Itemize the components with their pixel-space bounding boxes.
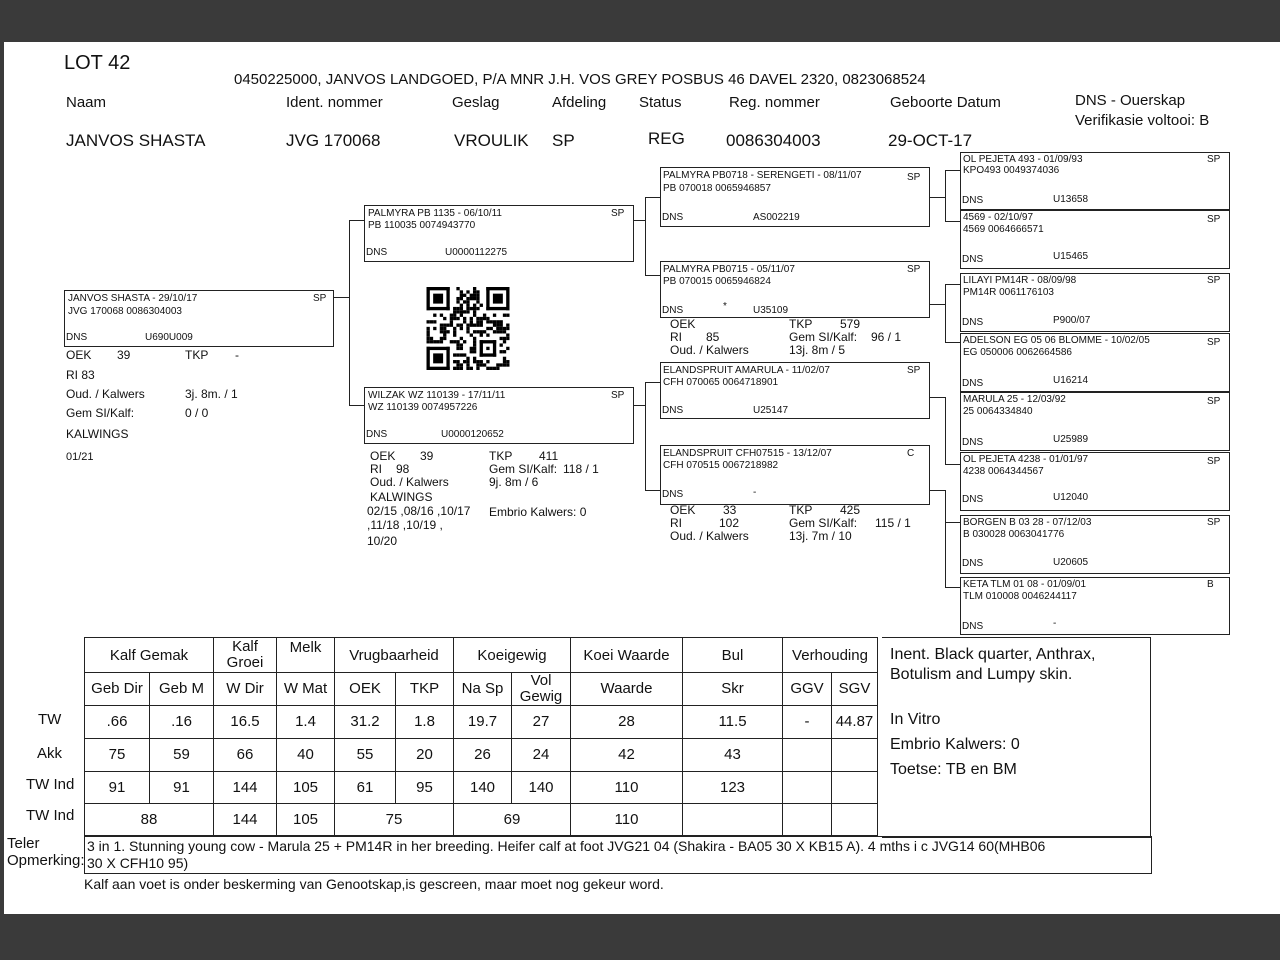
pedigree-box (660, 362, 930, 419)
dam-gem-label: Gem SI/Kalf: (489, 462, 558, 476)
pedigree-dns: DNS (962, 254, 984, 265)
pedigree-ids: EG 050006 0062664586 (963, 347, 1072, 358)
pedigree-dns-code: U12040 (1053, 492, 1089, 503)
gp-ri-label: RI (670, 516, 682, 530)
breeder-remark-label: Opmerking: (7, 852, 85, 869)
pedigree-ids: 4238 0064344567 (963, 466, 1044, 477)
gp-age: 13j. 7m / 10 (789, 529, 852, 543)
tests-note: Toetse: TB en BM (890, 761, 1017, 778)
dam-calving-dates: ,11/18 ,10/19 , (367, 518, 443, 532)
subject-oek-label: OEK (66, 348, 92, 362)
pedigree-dns: DNS (962, 378, 984, 389)
table-row-tw-ind-group (85, 803, 878, 835)
table-cell: 44.87 (832, 705, 878, 738)
dam-tkp-label: TKP (489, 449, 513, 463)
table-cell: - (783, 705, 832, 738)
pedigree-dns-code: U25989 (1053, 434, 1089, 445)
dam-age: 9j. 8m / 6 (489, 475, 539, 489)
pedigree-title: ELANDSPRUIT AMARULA - 11/02/07 (663, 365, 830, 376)
subject-dns-code: U690U009 (145, 332, 193, 343)
subject-age-label: Oud. / Kalwers (66, 387, 145, 401)
pedigree-section: SP (1207, 275, 1221, 286)
group-header: Melk (277, 638, 335, 673)
pedigree-line (645, 382, 660, 383)
gp-tkp: 425 (840, 503, 861, 517)
pedigree-line (945, 522, 960, 523)
pedigree-dns: DNS (962, 317, 984, 328)
pedigree-dns: DNS (662, 305, 684, 316)
gp-ri: 102 (719, 516, 740, 530)
dam-oek: 39 (420, 449, 434, 463)
breeder-details: 0450225000, JANVOS LANDGOED, P/A MNR J.H. VOS GREY POSBUS 46 DAVEL 2320, 0823068524 (234, 71, 926, 88)
table-cell: 140 (512, 771, 571, 803)
subject-title: JANVOS SHASTA - 29/10/17 (68, 293, 198, 304)
breeder-remark: 30 X CFH10 95) (87, 855, 189, 871)
sire-box (364, 205, 634, 262)
table-cell: 69 (454, 803, 571, 835)
pedigree-title: LILAYI PM14R - 08/09/98 (963, 275, 1077, 286)
table-cell: 24 (512, 738, 571, 771)
sub-header: TKP (396, 673, 454, 706)
table-cell (783, 771, 832, 803)
pedigree-box (960, 515, 1230, 574)
col-ident: Ident. nommer (286, 94, 383, 111)
table-cell: 61 (335, 771, 396, 803)
table-cell: 144 (214, 771, 277, 803)
pedigree-section: SP (1207, 396, 1221, 407)
gp-gem-label: Gem SI/Kalf: (789, 516, 858, 530)
pedigree-line (645, 197, 646, 275)
pedigree-ids: PB 070015 0065946824 (663, 276, 771, 287)
subject-calving-dates: 01/21 (66, 451, 94, 463)
pedigree-dns-code: U15465 (1053, 251, 1089, 262)
dam-calving-dates: 10/20 (367, 534, 398, 548)
dam-age-label: Oud. / Kalwers (370, 475, 449, 489)
pedigree-box (960, 273, 1230, 332)
sub-header: Geb Dir (85, 673, 150, 706)
subject-dns: DNS (66, 332, 88, 343)
lot-number: LOT 42 (64, 52, 131, 74)
pedigree-dns-code: U35109 (753, 305, 789, 316)
col-status: Status (639, 94, 682, 111)
subject-ri: RI 83 (66, 368, 95, 382)
table-cell (832, 803, 878, 835)
table-cell: 1.8 (396, 705, 454, 738)
pedigree-title: OL PEJETA 493 - 01/09/93 (963, 154, 1083, 165)
pedigree-title: PALMYRA PB0718 - SERENGETI - 08/11/07 (663, 170, 862, 181)
table-cell (832, 738, 878, 771)
table-cell: 123 (683, 771, 783, 803)
gp-age-label: Oud. / Kalwers (670, 529, 749, 543)
gp-ri-label: RI (670, 330, 682, 344)
subject-section: SP (313, 293, 327, 304)
pedigree-line (945, 284, 960, 285)
table-cell: 95 (396, 771, 454, 803)
verification: Verifikasie voltooi: B (1075, 112, 1210, 129)
sire-section: SP (611, 208, 625, 219)
pedigree-line (645, 382, 646, 490)
pedigree-line (945, 342, 960, 343)
ebv-table (84, 637, 878, 836)
pedigree-ids: TLM 010008 0046244117 (963, 591, 1077, 602)
pedigree-dns-code: - (753, 487, 757, 498)
subject-oek: 39 (117, 348, 131, 362)
pedigree-line (645, 197, 660, 198)
pedigree-ids: 4569 0064666571 (963, 224, 1044, 235)
table-cell: 43 (683, 738, 783, 771)
row-label-tw-ind: TW Ind (26, 776, 75, 793)
table-row-akk (85, 738, 878, 771)
gp-age-label: Oud. / Kalwers (670, 343, 749, 357)
pedigree-section: B (1207, 579, 1214, 590)
pedigree-box (960, 152, 1230, 210)
pedigree-section: C (907, 448, 915, 459)
table-cell: 144 (214, 803, 277, 835)
gp-oek: 33 (723, 503, 737, 517)
sub-header: OEK (335, 673, 396, 706)
dam-ri: 98 (396, 462, 410, 476)
pedigree-dns: DNS (662, 212, 684, 223)
dns-parentage: DNS - Ouerskap (1075, 92, 1186, 109)
dam-ids: WZ 110139 0074957226 (368, 402, 478, 413)
table-cell (783, 738, 832, 771)
animal-reg: 0086304003 (726, 131, 821, 150)
table-cell: 75 (335, 803, 454, 835)
subject-box (64, 290, 334, 347)
table-cell: 20 (396, 738, 454, 771)
pedigree-ids: B 030028 0063041776 (963, 529, 1065, 540)
gp-tkp-label: TKP (789, 503, 813, 517)
group-header: Bul (683, 638, 783, 673)
pedigree-title: BORGEN B 03 28 - 07/12/03 (963, 517, 1092, 528)
pedigree-line (349, 220, 364, 221)
pedigree-dns: DNS (962, 437, 984, 448)
pedigree-section: SP (1207, 456, 1221, 467)
col-afdeling: Afdeling (552, 94, 607, 111)
dam-section: SP (611, 390, 625, 401)
notes-panel (882, 637, 1151, 838)
pedigree-dns-code: U20605 (1053, 557, 1089, 568)
group-header: Kalf Groei (214, 638, 277, 673)
pedigree-section: SP (1207, 214, 1221, 225)
pedigree-title: 4569 - 02/10/97 (963, 212, 1034, 223)
col-geboorte: Geboorte Datum (890, 94, 1001, 111)
sire-title: PALMYRA PB 1135 - 06/10/11 (368, 208, 502, 219)
pedigree-line (945, 464, 960, 465)
pedigree-line (645, 490, 660, 491)
breeder-remark-box (84, 836, 1152, 874)
pedigree-ids: PB 070018 0065946857 (663, 183, 771, 194)
pedigree-ids: KPO493 0049374036 (963, 165, 1060, 176)
animal-name: JANVOS SHASTA (66, 131, 206, 150)
pedigree-section: SP (1207, 337, 1221, 348)
pedigree-line (945, 490, 946, 587)
gp-gem-label: Gem SI/Kalf: (789, 330, 858, 344)
dam-dns-code: U0000120652 (441, 429, 504, 440)
pedigree-line (333, 297, 350, 298)
table-row-tw-ind (85, 771, 878, 803)
pedigree-line (945, 170, 946, 221)
pedigree-line (945, 397, 946, 464)
sub-header: Skr (683, 673, 783, 706)
col-reg: Reg. nommer (729, 94, 820, 111)
table-cell (783, 803, 832, 835)
pedigree-dns: DNS (962, 494, 984, 505)
group-header: Kalf Gemak (85, 638, 214, 673)
table-cell: 59 (150, 738, 214, 771)
table-cell: 140 (454, 771, 512, 803)
gp-oek-label: OEK (670, 317, 696, 331)
subject-calvings-label: KALWINGS (66, 427, 129, 441)
table-cell: 105 (277, 803, 335, 835)
pedigree-ids: CFH 070515 0067218982 (663, 460, 779, 471)
pedigree-box (960, 210, 1230, 269)
group-header: Vrugbaarheid (335, 638, 454, 673)
pedigree-box (660, 261, 930, 318)
gp-tkp-label: TKP (789, 317, 813, 331)
table-cell: 27 (512, 705, 571, 738)
subject-age: 3j. 8m. / 1 (185, 387, 238, 401)
pedigree-dns-code: P900/07 (1053, 315, 1091, 326)
group-header: Verhouding (783, 638, 878, 673)
animal-status: REG (648, 129, 685, 148)
pedigree-dns-code: U16214 (1053, 375, 1089, 386)
pedigree-box (660, 445, 930, 505)
society-notice: Kalf aan voet is onder beskerming van Genootskap,is gescreen, maar moet nog gekeur word. (84, 876, 664, 892)
vaccination-note: Inent. Black quarter, Anthrax, (890, 646, 1096, 663)
subject-gem: 0 / 0 (185, 406, 209, 420)
row-label-tw-ind: TW Ind (26, 807, 75, 824)
pedigree-line (645, 275, 660, 276)
sub-header: Vol Gewig (512, 673, 571, 706)
pedigree-dns-code: U25147 (753, 405, 789, 416)
table-row-tw (85, 705, 878, 738)
group-header: Koei Waarde (571, 638, 683, 673)
dam-dns: DNS (366, 429, 388, 440)
pedigree-line (945, 284, 946, 342)
table-cell: 91 (150, 771, 214, 803)
breeder-remark: 3 in 1. Stunning young cow - Marula 25 + PM14R in her breeding. Heifer calf at foot JVG21 04 (Shakira - BA05 30 X KB15 A). 4 mths i c JVG14 60(MHB06 (87, 838, 1046, 854)
table-cell: 88 (85, 803, 214, 835)
table-cell: 40 (277, 738, 335, 771)
table-cell: 110 (571, 803, 683, 835)
table-cell: 105 (277, 771, 335, 803)
row-label-akk: Akk (37, 745, 63, 762)
gp-gem: 96 / 1 (871, 330, 902, 344)
table-cell: 66 (214, 738, 277, 771)
col-naam: Naam (66, 94, 107, 111)
pedigree-line (929, 397, 946, 398)
animal-sex: VROULIK (454, 131, 529, 150)
vaccination-note: Botulism and Lumpy skin. (890, 666, 1073, 683)
row-label-tw: TW (38, 711, 62, 728)
gp-age: 13j. 8m / 5 (789, 343, 846, 357)
subject-tkp-label: TKP (185, 348, 209, 362)
pedigree-section: SP (907, 365, 921, 376)
pedigree-dns: DNS (962, 195, 984, 206)
sub-header: Geb M (150, 673, 214, 706)
pedigree-title: MARULA 25 - 12/03/92 (963, 394, 1066, 405)
table-cell: 16.5 (214, 705, 277, 738)
pedigree-dns-code: - (1053, 618, 1057, 629)
sub-header: Na Sp (454, 673, 512, 706)
animal-birthdate: 29-OCT-17 (888, 131, 973, 150)
subject-tkp: - (235, 348, 239, 362)
sub-header: GGV (783, 673, 832, 706)
dam-calvings-label: KALWINGS (370, 490, 433, 504)
pedigree-section: SP (1207, 517, 1221, 528)
table-cell: 31.2 (335, 705, 396, 738)
catalogue-page (4, 42, 1280, 914)
pedigree-line (929, 490, 946, 491)
gp-ri: 85 (706, 330, 720, 344)
pedigree-dns: DNS (962, 621, 984, 632)
pedigree-title: ADELSON EG 05 06 BLOMME - 10/02/05 (963, 335, 1150, 346)
pedigree-title: PALMYRA PB0715 - 05/11/07 (663, 264, 795, 275)
table-cell (683, 803, 783, 835)
sub-header: W Dir (214, 673, 277, 706)
pedigree-title: ELANDSPRUIT CFH07515 - 13/12/07 (663, 448, 832, 459)
dam-oek-label: OEK (370, 449, 396, 463)
sub-header: SGV (832, 673, 878, 706)
sub-header: Waarde (571, 673, 683, 706)
gp-tkp: 579 (840, 317, 861, 331)
embryo-calves-note: Embrio Kalwers: 0 (890, 736, 1020, 753)
pedigree-section: SP (1207, 154, 1221, 165)
table-cell: 42 (571, 738, 683, 771)
table-cell: .16 (150, 705, 214, 738)
sire-ids: PB 110035 0074943770 (368, 220, 476, 231)
breeder-remark-label: Teler (7, 835, 40, 852)
pedigree-section: SP (907, 264, 921, 275)
pedigree-line (945, 587, 960, 588)
pedigree-line (929, 304, 946, 305)
pedigree-title: KETA TLM 01 08 - 01/09/01 (963, 579, 1087, 590)
pedigree-dns: DNS (962, 558, 984, 569)
sire-dns-code: U0000112275 (445, 247, 508, 258)
pedigree-line (929, 197, 946, 198)
pedigree-section: SP (907, 172, 921, 183)
dam-box (364, 387, 634, 444)
table-cell (832, 771, 878, 803)
table-cell: 55 (335, 738, 396, 771)
table-cell: 19.7 (454, 705, 512, 738)
pedigree-ids: CFH 070065 0064718901 (663, 377, 779, 388)
table-cell: 75 (85, 738, 150, 771)
pedigree-line (945, 221, 960, 222)
subject-ids: JVG 170068 0086304003 (68, 306, 182, 317)
pedigree-box (660, 167, 930, 227)
dam-tkp: 411 (539, 449, 559, 463)
animal-section: SP (552, 131, 575, 150)
dam-embryo-calves: Embrio Kalwers: 0 (489, 505, 587, 519)
pedigree-dns: DNS (662, 489, 684, 500)
pedigree-dns-code: U13658 (1053, 194, 1089, 205)
table-cell: .66 (85, 705, 150, 738)
pedigree-dns: DNS (662, 405, 684, 416)
pedigree-line (349, 220, 350, 405)
table-cell: 28 (571, 705, 683, 738)
table-cell: 1.4 (277, 705, 335, 738)
pedigree-mark: * (723, 301, 727, 312)
subject-gem-label: Gem SI/Kalf: (66, 406, 135, 420)
dam-gem: 118 / 1 (563, 462, 599, 476)
pedigree-title: OL PEJETA 4238 - 01/01/97 (963, 454, 1089, 465)
pedigree-box (960, 452, 1230, 511)
col-geslag: Geslag (452, 94, 500, 111)
gp-oek-label: OEK (670, 503, 696, 517)
qr-code (425, 287, 511, 370)
pedigree-ids: PM14R 0061176103 (963, 287, 1054, 298)
gp-gem: 115 / 1 (875, 516, 911, 530)
pedigree-dns-code: AS002219 (753, 212, 800, 223)
dam-ri-label: RI (370, 462, 382, 476)
group-header: Koeigewig (454, 638, 571, 673)
table-cell: 110 (571, 771, 683, 803)
table-cell: 91 (85, 771, 150, 803)
sire-dns: DNS (366, 247, 388, 258)
in-vitro-note: In Vitro (890, 711, 941, 728)
sub-header: W Mat (277, 673, 335, 706)
pedigree-line (945, 170, 960, 171)
pedigree-box (960, 333, 1230, 392)
pedigree-line (349, 405, 364, 406)
pedigree-ids: 25 0064334840 (963, 406, 1033, 417)
table-cell: 11.5 (683, 705, 783, 738)
animal-ident: JVG 170068 (286, 131, 381, 150)
dam-calving-dates: 02/15 ,08/16 ,10/17 (367, 504, 471, 518)
pedigree-box (960, 392, 1230, 451)
pedigree-box (960, 577, 1230, 635)
table-cell: 26 (454, 738, 512, 771)
dam-title: WILZAK WZ 110139 - 17/11/11 (368, 390, 506, 401)
